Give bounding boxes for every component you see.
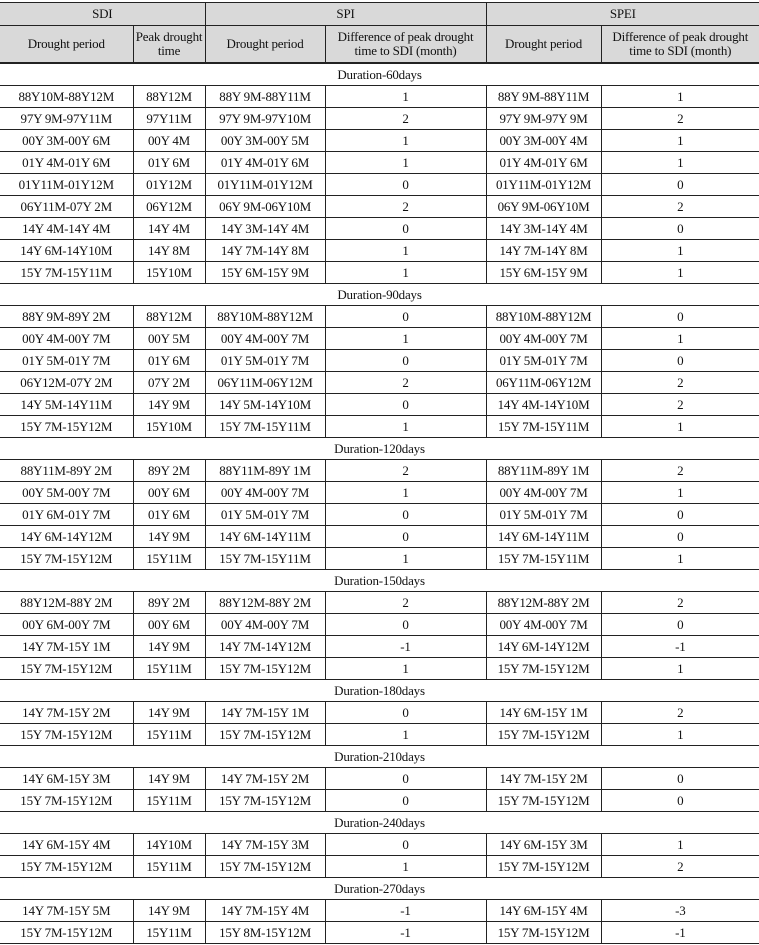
cell-spei-difference: 2: [601, 592, 759, 614]
cell-sdi-drought-period: 00Y 6M-00Y 7M: [0, 614, 133, 636]
cell-sdi-drought-period: 88Y11M-89Y 2M: [0, 460, 133, 482]
col-spei-drought-period: Drought period: [486, 26, 601, 64]
header-group-spei: SPEI: [486, 3, 759, 26]
cell-sdi-peak-time: 00Y 6M: [133, 482, 205, 504]
cell-spei-drought-period: 01Y 5M-01Y 7M: [486, 504, 601, 526]
cell-sdi-drought-period: 14Y 7M-15Y 1M: [0, 636, 133, 658]
table-row: [0, 174, 759, 196]
cell-spi-drought-period: 14Y 7M-14Y 8M: [205, 240, 325, 262]
cell-sdi-peak-time: 01Y 6M: [133, 350, 205, 372]
cell-spi-drought-period: 00Y 4M-00Y 7M: [205, 614, 325, 636]
cell-spi-difference: 2: [325, 592, 486, 614]
cell-spei-difference: 0: [601, 218, 759, 240]
cell-spi-difference: 0: [325, 350, 486, 372]
cell-sdi-peak-time: 15Y11M: [133, 548, 205, 570]
cell-spei-difference: 1: [601, 482, 759, 504]
table-row: [0, 262, 759, 284]
cell-spei-drought-period: 06Y 9M-06Y10M: [486, 196, 601, 218]
cell-spei-difference: 0: [601, 768, 759, 790]
cell-spi-drought-period: 01Y 5M-01Y 7M: [205, 350, 325, 372]
cell-sdi-peak-time: 88Y12M: [133, 86, 205, 108]
cell-spei-difference: 1: [601, 658, 759, 680]
cell-sdi-peak-time: 14Y 9M: [133, 900, 205, 922]
table-row: [0, 834, 759, 856]
duration-section-row: [0, 746, 759, 768]
cell-sdi-peak-time: 15Y11M: [133, 658, 205, 680]
table-row: [0, 196, 759, 218]
cell-spei-difference: 2: [601, 108, 759, 130]
cell-spi-difference: 2: [325, 372, 486, 394]
table-row: [0, 548, 759, 570]
cell-sdi-peak-time: 14Y 9M: [133, 636, 205, 658]
cell-spi-drought-period: 14Y 5M-14Y10M: [205, 394, 325, 416]
cell-spi-drought-period: 14Y 7M-15Y 3M: [205, 834, 325, 856]
table-row: [0, 240, 759, 262]
col-sdi-peak-time: Peak drought time: [133, 26, 205, 64]
cell-spei-drought-period: 88Y 9M-88Y11M: [486, 86, 601, 108]
cell-spei-drought-period: 15Y 7M-15Y12M: [486, 790, 601, 812]
header-group-sdi: SDI: [0, 3, 205, 26]
cell-spi-drought-period: 00Y 4M-00Y 7M: [205, 482, 325, 504]
cell-spi-difference: 1: [325, 262, 486, 284]
cell-spei-difference: 2: [601, 394, 759, 416]
cell-sdi-peak-time: 00Y 4M: [133, 130, 205, 152]
cell-spei-difference: 1: [601, 548, 759, 570]
cell-sdi-drought-period: 14Y 6M-15Y 4M: [0, 834, 133, 856]
cell-spei-difference: 0: [601, 790, 759, 812]
cell-spei-difference: 0: [601, 504, 759, 526]
cell-spi-difference: 2: [325, 108, 486, 130]
cell-sdi-drought-period: 06Y11M-07Y 2M: [0, 196, 133, 218]
cell-spei-drought-period: 01Y11M-01Y12M: [486, 174, 601, 196]
cell-spei-drought-period: 00Y 4M-00Y 7M: [486, 614, 601, 636]
cell-spi-difference: 0: [325, 504, 486, 526]
cell-spei-drought-period: 00Y 4M-00Y 7M: [486, 482, 601, 504]
cell-spi-difference: 0: [325, 218, 486, 240]
duration-section-row: [0, 570, 759, 592]
table-row: [0, 108, 759, 130]
cell-spei-drought-period: 14Y 6M-15Y 1M: [486, 702, 601, 724]
cell-spei-drought-period: 01Y 5M-01Y 7M: [486, 350, 601, 372]
cell-spei-drought-period: 97Y 9M-97Y 9M: [486, 108, 601, 130]
cell-spi-difference: 0: [325, 790, 486, 812]
table-row: [0, 790, 759, 812]
cell-spei-difference: 2: [601, 196, 759, 218]
cell-sdi-drought-period: 88Y12M-88Y 2M: [0, 592, 133, 614]
cell-sdi-peak-time: 14Y 9M: [133, 702, 205, 724]
cell-sdi-peak-time: 15Y11M: [133, 922, 205, 944]
cell-sdi-peak-time: 14Y 4M: [133, 218, 205, 240]
cell-spei-drought-period: 15Y 7M-15Y12M: [486, 922, 601, 944]
cell-spei-drought-period: 15Y 7M-15Y11M: [486, 548, 601, 570]
cell-spi-difference: 0: [325, 614, 486, 636]
table-header: [0, 3, 759, 64]
cell-spei-difference: 2: [601, 372, 759, 394]
table-row: [0, 328, 759, 350]
drought-comparison-table: [0, 2, 759, 944]
table-row: [0, 460, 759, 482]
col-spi-drought-period: Drought period: [205, 26, 325, 64]
cell-spi-drought-period: 15Y 7M-15Y11M: [205, 416, 325, 438]
cell-sdi-peak-time: 15Y10M: [133, 416, 205, 438]
table-row: [0, 218, 759, 240]
cell-spi-drought-period: 15Y 7M-15Y12M: [205, 790, 325, 812]
cell-spei-difference: -1: [601, 922, 759, 944]
cell-sdi-drought-period: 06Y12M-07Y 2M: [0, 372, 133, 394]
cell-spi-difference: 1: [325, 240, 486, 262]
cell-sdi-peak-time: 15Y10M: [133, 262, 205, 284]
cell-sdi-drought-period: 15Y 7M-15Y12M: [0, 658, 133, 680]
cell-sdi-drought-period: 97Y 9M-97Y11M: [0, 108, 133, 130]
cell-sdi-drought-period: 15Y 7M-15Y12M: [0, 724, 133, 746]
cell-spi-drought-period: 00Y 4M-00Y 7M: [205, 328, 325, 350]
cell-spei-difference: 0: [601, 306, 759, 328]
cell-spei-difference: 1: [601, 240, 759, 262]
cell-sdi-peak-time: 15Y11M: [133, 856, 205, 878]
cell-sdi-drought-period: 14Y 6M-14Y12M: [0, 526, 133, 548]
cell-sdi-drought-period: 15Y 7M-15Y12M: [0, 922, 133, 944]
cell-spei-difference: 2: [601, 702, 759, 724]
cell-spi-difference: -1: [325, 636, 486, 658]
cell-spi-drought-period: 88Y 9M-88Y11M: [205, 86, 325, 108]
cell-spei-drought-period: 00Y 4M-00Y 7M: [486, 328, 601, 350]
cell-spi-drought-period: 88Y12M-88Y 2M: [205, 592, 325, 614]
cell-sdi-drought-period: 88Y10M-88Y12M: [0, 86, 133, 108]
cell-spi-drought-period: 14Y 7M-14Y12M: [205, 636, 325, 658]
cell-sdi-drought-period: 14Y 4M-14Y 4M: [0, 218, 133, 240]
cell-sdi-peak-time: 89Y 2M: [133, 592, 205, 614]
cell-spi-difference: 0: [325, 306, 486, 328]
cell-sdi-drought-period: 01Y 6M-01Y 7M: [0, 504, 133, 526]
cell-spi-drought-period: 97Y 9M-97Y10M: [205, 108, 325, 130]
cell-sdi-peak-time: 01Y12M: [133, 174, 205, 196]
cell-spei-drought-period: 14Y 7M-14Y 8M: [486, 240, 601, 262]
cell-spei-drought-period: 15Y 7M-15Y12M: [486, 724, 601, 746]
cell-spi-drought-period: 88Y10M-88Y12M: [205, 306, 325, 328]
cell-sdi-drought-period: 88Y 9M-89Y 2M: [0, 306, 133, 328]
cell-spei-drought-period: 15Y 7M-15Y12M: [486, 856, 601, 878]
cell-spi-drought-period: 15Y 7M-15Y12M: [205, 658, 325, 680]
cell-spi-difference: 1: [325, 328, 486, 350]
cell-spei-difference: 1: [601, 262, 759, 284]
table-row: [0, 592, 759, 614]
cell-spi-drought-period: 15Y 8M-15Y12M: [205, 922, 325, 944]
table-row: [0, 658, 759, 680]
cell-spi-drought-period: 15Y 7M-15Y12M: [205, 724, 325, 746]
table-row: [0, 900, 759, 922]
cell-sdi-peak-time: 14Y 8M: [133, 240, 205, 262]
table-row: [0, 724, 759, 746]
cell-spei-difference: 1: [601, 328, 759, 350]
duration-section-row: [0, 878, 759, 900]
cell-spi-difference: 1: [325, 548, 486, 570]
cell-spei-drought-period: 14Y 6M-15Y 3M: [486, 834, 601, 856]
cell-spi-drought-period: 15Y 6M-15Y 9M: [205, 262, 325, 284]
table-row: [0, 152, 759, 174]
cell-sdi-peak-time: 06Y12M: [133, 196, 205, 218]
table-row: [0, 372, 759, 394]
duration-section-row: [0, 438, 759, 460]
duration-section-title: Duration-60days: [0, 63, 759, 86]
cell-spei-drought-period: 15Y 6M-15Y 9M: [486, 262, 601, 284]
cell-spi-difference: 0: [325, 702, 486, 724]
duration-section-row: [0, 680, 759, 702]
cell-sdi-peak-time: 14Y10M: [133, 834, 205, 856]
table-row: [0, 86, 759, 108]
cell-spei-difference: 2: [601, 856, 759, 878]
cell-spei-difference: 0: [601, 614, 759, 636]
cell-sdi-peak-time: 14Y 9M: [133, 394, 205, 416]
cell-spei-difference: 1: [601, 152, 759, 174]
cell-spi-difference: 2: [325, 196, 486, 218]
cell-sdi-drought-period: 15Y 7M-15Y11M: [0, 262, 133, 284]
duration-section-title: Duration-120days: [0, 438, 759, 460]
cell-spi-drought-period: 88Y11M-89Y 1M: [205, 460, 325, 482]
cell-spi-difference: 0: [325, 174, 486, 196]
cell-sdi-drought-period: 00Y 5M-00Y 7M: [0, 482, 133, 504]
cell-spi-drought-period: 15Y 7M-15Y11M: [205, 548, 325, 570]
table-row: [0, 768, 759, 790]
cell-sdi-peak-time: 15Y11M: [133, 724, 205, 746]
cell-spi-drought-period: 00Y 3M-00Y 5M: [205, 130, 325, 152]
cell-sdi-peak-time: 15Y11M: [133, 790, 205, 812]
header-group-row: [0, 3, 759, 26]
table-row: [0, 614, 759, 636]
cell-sdi-peak-time: 14Y 9M: [133, 526, 205, 548]
cell-sdi-drought-period: 15Y 7M-15Y12M: [0, 416, 133, 438]
cell-sdi-peak-time: 00Y 6M: [133, 614, 205, 636]
cell-spei-drought-period: 14Y 7M-15Y 2M: [486, 768, 601, 790]
cell-spi-difference: -1: [325, 922, 486, 944]
table-body: [0, 63, 759, 944]
cell-sdi-drought-period: 14Y 6M-14Y10M: [0, 240, 133, 262]
cell-sdi-drought-period: 14Y 5M-14Y11M: [0, 394, 133, 416]
cell-sdi-peak-time: 88Y12M: [133, 306, 205, 328]
table-row: [0, 416, 759, 438]
cell-spi-difference: 2: [325, 460, 486, 482]
duration-section-title: Duration-90days: [0, 284, 759, 306]
table-row: [0, 922, 759, 944]
cell-spei-drought-period: 88Y12M-88Y 2M: [486, 592, 601, 614]
cell-spei-drought-period: 14Y 3M-14Y 4M: [486, 218, 601, 240]
cell-spei-difference: -1: [601, 636, 759, 658]
cell-spei-difference: 1: [601, 130, 759, 152]
cell-spi-drought-period: 06Y11M-06Y12M: [205, 372, 325, 394]
cell-spi-drought-period: 14Y 7M-15Y 4M: [205, 900, 325, 922]
cell-sdi-drought-period: 14Y 7M-15Y 5M: [0, 900, 133, 922]
table-row: [0, 856, 759, 878]
col-spi-difference: Difference of peak drought time to SDI (month): [325, 26, 486, 64]
cell-spi-drought-period: 14Y 6M-14Y11M: [205, 526, 325, 548]
cell-sdi-peak-time: 97Y11M: [133, 108, 205, 130]
cell-sdi-drought-period: 15Y 7M-15Y12M: [0, 548, 133, 570]
cell-spi-drought-period: 15Y 7M-15Y12M: [205, 856, 325, 878]
cell-spi-difference: 1: [325, 416, 486, 438]
cell-sdi-drought-period: 00Y 4M-00Y 7M: [0, 328, 133, 350]
cell-spi-drought-period: 14Y 3M-14Y 4M: [205, 218, 325, 240]
col-sdi-drought-period: Drought period: [0, 26, 133, 64]
cell-spi-difference: 0: [325, 526, 486, 548]
cell-spi-drought-period: 14Y 7M-15Y 1M: [205, 702, 325, 724]
cell-spei-difference: 1: [601, 834, 759, 856]
cell-spi-difference: 1: [325, 658, 486, 680]
col-spei-difference: Difference of peak drought time to SDI (month): [601, 26, 759, 64]
cell-spi-drought-period: 01Y11M-01Y12M: [205, 174, 325, 196]
cell-spei-difference: 1: [601, 86, 759, 108]
duration-section-row: [0, 284, 759, 306]
cell-sdi-drought-period: 15Y 7M-15Y12M: [0, 790, 133, 812]
cell-spi-drought-period: 06Y 9M-06Y10M: [205, 196, 325, 218]
cell-sdi-drought-period: 01Y 5M-01Y 7M: [0, 350, 133, 372]
cell-spei-drought-period: 88Y10M-88Y12M: [486, 306, 601, 328]
cell-spi-drought-period: 14Y 7M-15Y 2M: [205, 768, 325, 790]
cell-spei-drought-period: 15Y 7M-15Y12M: [486, 658, 601, 680]
cell-spei-drought-period: 88Y11M-89Y 1M: [486, 460, 601, 482]
cell-sdi-peak-time: 01Y 6M: [133, 504, 205, 526]
cell-spei-difference: 0: [601, 526, 759, 548]
table-row: [0, 526, 759, 548]
table-row: [0, 636, 759, 658]
cell-spei-difference: 1: [601, 724, 759, 746]
table-row: [0, 130, 759, 152]
cell-sdi-drought-period: 14Y 7M-15Y 2M: [0, 702, 133, 724]
cell-spi-difference: -1: [325, 900, 486, 922]
cell-spei-difference: 0: [601, 174, 759, 196]
cell-sdi-drought-period: 01Y 4M-01Y 6M: [0, 152, 133, 174]
table-row: [0, 350, 759, 372]
cell-spi-difference: 0: [325, 768, 486, 790]
duration-section-title: Duration-240days: [0, 812, 759, 834]
duration-section-title: Duration-150days: [0, 570, 759, 592]
table-row: [0, 702, 759, 724]
cell-sdi-peak-time: 14Y 9M: [133, 768, 205, 790]
cell-spei-difference: 2: [601, 460, 759, 482]
table-row: [0, 504, 759, 526]
cell-spi-difference: 1: [325, 856, 486, 878]
table-row: [0, 306, 759, 328]
cell-sdi-peak-time: 00Y 5M: [133, 328, 205, 350]
cell-spi-difference: 1: [325, 724, 486, 746]
cell-spei-drought-period: 14Y 6M-14Y11M: [486, 526, 601, 548]
cell-spi-difference: 1: [325, 482, 486, 504]
table-row: [0, 482, 759, 504]
cell-spi-difference: 1: [325, 130, 486, 152]
duration-section-row: [0, 812, 759, 834]
cell-sdi-drought-period: 15Y 7M-15Y12M: [0, 856, 133, 878]
cell-spei-drought-period: 14Y 4M-14Y10M: [486, 394, 601, 416]
cell-spi-difference: 1: [325, 86, 486, 108]
table-row: [0, 394, 759, 416]
cell-spei-difference: 1: [601, 416, 759, 438]
cell-sdi-peak-time: 07Y 2M: [133, 372, 205, 394]
duration-section-title: Duration-180days: [0, 680, 759, 702]
cell-sdi-peak-time: 01Y 6M: [133, 152, 205, 174]
cell-sdi-drought-period: 00Y 3M-00Y 6M: [0, 130, 133, 152]
cell-spi-drought-period: 01Y 4M-01Y 6M: [205, 152, 325, 174]
cell-spi-difference: 0: [325, 834, 486, 856]
cell-spei-drought-period: 01Y 4M-01Y 6M: [486, 152, 601, 174]
cell-spei-difference: -3: [601, 900, 759, 922]
duration-section-title: Duration-270days: [0, 878, 759, 900]
cell-spi-difference: 0: [325, 394, 486, 416]
cell-spi-difference: 1: [325, 152, 486, 174]
cell-sdi-drought-period: 01Y11M-01Y12M: [0, 174, 133, 196]
cell-sdi-peak-time: 89Y 2M: [133, 460, 205, 482]
header-column-row: [0, 26, 759, 64]
header-group-spi: SPI: [205, 3, 486, 26]
duration-section-row: [0, 63, 759, 86]
cell-spi-drought-period: 01Y 5M-01Y 7M: [205, 504, 325, 526]
cell-spei-drought-period: 06Y11M-06Y12M: [486, 372, 601, 394]
cell-sdi-drought-period: 14Y 6M-15Y 3M: [0, 768, 133, 790]
cell-spei-drought-period: 14Y 6M-15Y 4M: [486, 900, 601, 922]
cell-spei-drought-period: 14Y 6M-14Y12M: [486, 636, 601, 658]
cell-spei-difference: 0: [601, 350, 759, 372]
cell-spei-drought-period: 15Y 7M-15Y11M: [486, 416, 601, 438]
cell-spei-drought-period: 00Y 3M-00Y 4M: [486, 130, 601, 152]
duration-section-title: Duration-210days: [0, 746, 759, 768]
